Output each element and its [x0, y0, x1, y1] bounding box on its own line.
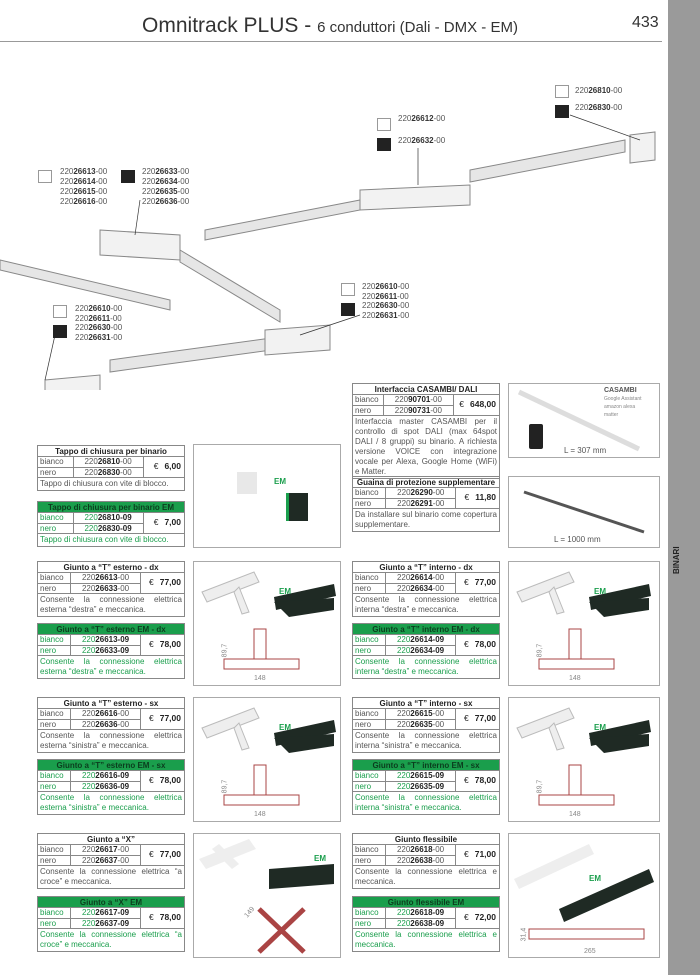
- table-row: [38, 513, 184, 523]
- code-table: [353, 573, 499, 594]
- currency: €: [463, 639, 469, 650]
- white-swatch: [341, 283, 355, 296]
- color-cell: nero: [38, 583, 71, 593]
- code-cell: 22026618-00: [386, 845, 456, 855]
- price-cell: € 78,00: [456, 635, 499, 655]
- product-title: Guaina di protezione supplementare: [353, 477, 499, 488]
- price-cell: € 78,00: [456, 771, 499, 791]
- table-row: [353, 908, 499, 918]
- code-label: 22026611-00: [362, 292, 409, 301]
- header-divider: [0, 41, 662, 42]
- product-card: [352, 896, 500, 952]
- matter-logo: matter: [604, 412, 619, 418]
- casambi-image: [508, 383, 660, 458]
- price-cell: € 72,00: [456, 908, 499, 928]
- title-sub: 6 conduttori (Dali - DMX - EM): [317, 19, 518, 36]
- code-label: 22026613-00: [60, 167, 108, 176]
- table-row: [38, 573, 184, 583]
- dimension-width: 265: [584, 948, 596, 955]
- code-label: 22026630-00: [362, 301, 410, 310]
- color-cell: bianco: [353, 573, 386, 583]
- code-table: [38, 573, 184, 594]
- color-cell: bianco: [38, 771, 71, 781]
- code-label: 22026633-00: [142, 167, 190, 176]
- product-image: [193, 697, 341, 822]
- black-swatch: [121, 170, 135, 183]
- currency: €: [148, 912, 154, 923]
- code-table: [38, 845, 184, 866]
- code-table: [38, 457, 184, 478]
- currency: €: [464, 492, 470, 503]
- code-label: 22026632-00: [398, 136, 446, 145]
- em-label: EM: [279, 587, 291, 596]
- product-card: [352, 561, 500, 617]
- em-label: EM: [594, 723, 606, 732]
- product-description: Consente la connessione elettrica esterna “destra” e meccanica.: [40, 656, 182, 676]
- currency: €: [153, 517, 159, 528]
- product-description: Consente la connessione elettrica interna “destra” e meccanica.: [355, 656, 497, 676]
- code-cell: 22026633-00: [71, 583, 141, 593]
- code-table: [38, 709, 184, 730]
- price-cell: € 77,00: [456, 709, 499, 729]
- color-cell: nero: [38, 523, 73, 533]
- table-row: [353, 771, 499, 781]
- rail-image: [508, 476, 660, 548]
- code-cell: 22026618-09: [386, 908, 456, 918]
- product-description: Tappo di chiusura con vite di blocco.: [40, 534, 169, 544]
- connector: [360, 185, 470, 210]
- code-table: [353, 395, 499, 416]
- section-label: BINARI: [672, 546, 681, 574]
- product-description: Interfaccia master CASAMBI per il controllo di spot DALI (max 64spot DALI / 8 gruppi) su binario. A richiesta versione VOICE con integrazione vocale per Alexa, Google Home (WiFi) e Matter.: [355, 416, 497, 476]
- color-cell: nero: [353, 498, 386, 508]
- product-description: Da installare sul binario come copertura supplementare.: [355, 509, 497, 529]
- table-row: [38, 709, 184, 719]
- product-card: [352, 383, 500, 479]
- color-cell: nero: [353, 918, 386, 928]
- code-table: [38, 908, 184, 929]
- end-cap-image: [193, 444, 341, 548]
- dimension-width: 148: [569, 675, 581, 682]
- product-title: Giunto a “T” interno - sx: [353, 698, 499, 709]
- black-swatch: [53, 325, 67, 338]
- product-card: [352, 759, 500, 815]
- rail-segment: [180, 250, 280, 322]
- title-main: Omnitrack PLUS -: [142, 14, 312, 37]
- currency: €: [148, 639, 154, 650]
- product-card: [37, 445, 185, 491]
- code-table: [38, 635, 184, 656]
- table-row: [38, 457, 184, 467]
- black-code-list: [362, 301, 409, 321]
- em-label: EM: [314, 854, 326, 863]
- color-cell: nero: [353, 583, 386, 593]
- table-row: [353, 573, 499, 583]
- product-card: [37, 501, 185, 547]
- em-label: EM: [274, 477, 286, 486]
- code-cell: 22090731-00: [383, 405, 453, 415]
- casambi-logo: CASAMBI: [604, 387, 637, 394]
- connector: [45, 375, 100, 390]
- dimension-height: 89,7: [221, 643, 229, 658]
- code-cell: 22026613-09: [71, 635, 141, 645]
- table-row: [353, 845, 499, 855]
- product-card: [37, 759, 185, 815]
- black-code-list: [575, 103, 622, 113]
- white-code-list: [362, 282, 409, 302]
- price-cell: € 78,00: [141, 908, 184, 928]
- code-label: 22026616-00: [60, 197, 108, 206]
- color-cell: nero: [353, 855, 386, 865]
- color-cell: nero: [353, 405, 383, 415]
- currency: €: [459, 399, 464, 410]
- em-label: EM: [594, 587, 606, 596]
- code-label: 22026630-00: [75, 323, 123, 332]
- product-description: Consente la connessione elettrica interna “sinistra” e meccanica.: [355, 730, 497, 750]
- color-cell: nero: [353, 645, 386, 655]
- product-title: Interfaccia CASAMBI/ DALI: [353, 384, 499, 395]
- table-row: [38, 635, 184, 645]
- color-cell: bianco: [38, 635, 71, 645]
- product-title: Tappo di chiusura per binario EM: [38, 502, 184, 513]
- code-cell: 22026636-09: [71, 781, 141, 791]
- product-card: [37, 896, 185, 952]
- code-table: [38, 771, 184, 792]
- code-cell: 22026616-00: [71, 709, 141, 719]
- white-code-list: [60, 167, 107, 207]
- table-row: [353, 635, 499, 645]
- price-cell: € 77,00: [141, 845, 184, 865]
- product-title: Tappo di chiusura per binario: [38, 446, 184, 457]
- code-cell: 22026638-00: [386, 855, 456, 865]
- code-label: 22026631-00: [362, 311, 410, 320]
- color-cell: nero: [38, 918, 71, 928]
- product-title: Giunto flessibile EM: [353, 897, 499, 908]
- dimension-width: 148: [254, 811, 266, 818]
- table-row: [38, 908, 184, 918]
- product-description: Consente la connessione elettrica esterna “sinistra” e meccanica.: [40, 730, 182, 750]
- price-cell: € 78,00: [141, 635, 184, 655]
- code-label: 22026610-00: [362, 282, 410, 291]
- color-cell: bianco: [353, 395, 383, 405]
- code-cell: 22026637-09: [71, 918, 141, 928]
- em-label: EM: [279, 723, 291, 732]
- page-number: 433: [632, 14, 659, 31]
- code-cell: 22026636-00: [71, 719, 141, 729]
- code-table: [353, 709, 499, 730]
- product-card: [37, 697, 185, 753]
- color-cell: bianco: [353, 908, 386, 918]
- code-label: 22026610-00: [75, 304, 123, 313]
- white-swatch: [38, 170, 52, 183]
- code-cell: 22026615-09: [386, 771, 456, 781]
- code-cell: 22026810-09: [73, 513, 143, 523]
- product-image: [508, 833, 660, 958]
- product-image: [508, 561, 660, 686]
- dimension-width: 148: [254, 675, 266, 682]
- color-cell: bianco: [38, 709, 71, 719]
- code-label: 22026631-00: [75, 333, 123, 342]
- code-label: 22026612-00: [398, 114, 446, 123]
- length-label: L = 307 mm: [564, 446, 607, 455]
- product-description: Consente la connessione elettrica esterna “destra” e meccanica.: [40, 594, 182, 614]
- color-cell: nero: [38, 781, 71, 791]
- black-code-list: [142, 167, 189, 207]
- table-row: [353, 395, 499, 405]
- code-table: [353, 845, 499, 866]
- price-cell: € 11,80: [456, 488, 499, 508]
- currency: €: [463, 849, 469, 860]
- table-row: [353, 709, 499, 719]
- code-cell: 22090701-00: [383, 395, 453, 405]
- currency: €: [463, 577, 469, 588]
- product-card: [37, 561, 185, 617]
- code-cell: 22026637-00: [71, 855, 141, 865]
- code-label: 22026810-00: [575, 86, 623, 95]
- page-title: [0, 14, 660, 38]
- code-cell: 22026616-09: [71, 771, 141, 781]
- color-cell: bianco: [353, 709, 386, 719]
- dimension-height: 89,7: [536, 779, 544, 794]
- code-cell: 22026290-00: [386, 488, 456, 498]
- em-label: EM: [589, 874, 601, 883]
- code-label: 22026635-00: [142, 187, 190, 196]
- product-description: Consente la connessione elettrica “a croce” e meccanica.: [40, 866, 182, 886]
- product-card: [352, 476, 500, 532]
- product-title: Giunto a “T” esterno - sx: [38, 698, 184, 709]
- color-cell: bianco: [353, 771, 386, 781]
- rail-segment: [470, 140, 625, 182]
- white-swatch: [555, 85, 569, 98]
- product-card: [352, 623, 500, 679]
- white-code-list: [575, 86, 622, 96]
- code-label: 22026611-00: [75, 314, 122, 323]
- color-cell: nero: [38, 719, 71, 729]
- currency: €: [148, 713, 154, 724]
- product-card: [352, 833, 500, 889]
- price-cell: € 648,00: [453, 395, 499, 415]
- color-cell: bianco: [353, 635, 386, 645]
- color-cell: nero: [38, 855, 71, 865]
- product-card: [352, 697, 500, 753]
- product-title: Giunto a “T” interno - dx: [353, 562, 499, 573]
- color-cell: bianco: [38, 845, 71, 855]
- code-cell: 22026633-09: [71, 645, 141, 655]
- color-cell: bianco: [38, 457, 73, 467]
- rail-segment: [0, 260, 170, 310]
- section-sidebar: [668, 0, 700, 975]
- color-cell: bianco: [38, 513, 73, 523]
- currency: €: [463, 713, 469, 724]
- color-cell: nero: [38, 467, 73, 477]
- black-code-list: [398, 136, 445, 146]
- product-description: Consente la connessione elettrica e meccanica.: [355, 866, 497, 886]
- black-swatch: [341, 303, 355, 316]
- product-image: [508, 697, 660, 822]
- dimension-height: 31,4: [520, 927, 528, 942]
- code-cell: 22026830-09: [73, 523, 143, 533]
- price-cell: € 77,00: [456, 573, 499, 593]
- code-cell: 22026613-00: [71, 573, 141, 583]
- color-cell: nero: [353, 719, 386, 729]
- price-cell: € 6,00: [143, 457, 184, 477]
- product-description: Consente la connessione elettrica interna “sinistra” e meccanica.: [355, 792, 497, 812]
- price-cell: € 71,00: [456, 845, 499, 865]
- code-cell: 22026638-09: [386, 918, 456, 928]
- product-title: Giunto flessibile: [353, 834, 499, 845]
- product-title: Giunto a “X”: [38, 834, 184, 845]
- dimension-height: 89,7: [221, 779, 229, 794]
- product-title: Giunto a “T” esterno - dx: [38, 562, 184, 573]
- code-table: [353, 635, 499, 656]
- price-cell: € 77,00: [141, 709, 184, 729]
- product-description: Consente la connessione elettrica “a croce” e meccanica.: [40, 929, 182, 949]
- dimension-width: 148: [569, 811, 581, 818]
- code-label: 22026615-00: [60, 187, 108, 196]
- white-code-list: [398, 114, 445, 124]
- black-swatch: [377, 138, 391, 151]
- code-cell: 22026635-09: [386, 781, 456, 791]
- currency: €: [148, 849, 154, 860]
- product-description: Consente la connessione elettrica interna “destra” e meccanica.: [355, 594, 497, 614]
- dimension-height: 89,7: [536, 643, 544, 658]
- connector: [265, 325, 330, 355]
- white-code-list: [75, 304, 122, 324]
- code-cell: 22026617-00: [71, 845, 141, 855]
- code-cell: 22026291-00: [386, 498, 456, 508]
- code-table: [353, 488, 499, 509]
- product-image: [193, 561, 341, 686]
- product-title: Giunto a “T” esterno EM - sx: [38, 760, 184, 771]
- currency: €: [148, 577, 154, 588]
- currency: €: [153, 461, 159, 472]
- product-title: Giunto a “T” interno EM - dx: [353, 624, 499, 635]
- rail-segment: [205, 200, 360, 240]
- product-title: Giunto a “X” EM: [38, 897, 184, 908]
- price-cell: € 78,00: [141, 771, 184, 791]
- color-cell: bianco: [353, 488, 386, 498]
- table-row: [353, 488, 499, 498]
- code-label: 22026830-00: [575, 103, 623, 112]
- color-cell: bianco: [353, 845, 386, 855]
- black-code-list: [75, 323, 122, 343]
- google-logo: Google Assistant: [604, 396, 642, 402]
- product-image: [193, 833, 341, 958]
- product-description: Tappo di chiusura con vite di blocco.: [40, 478, 169, 488]
- color-cell: bianco: [38, 908, 71, 918]
- black-swatch: [555, 105, 569, 118]
- dimension-size: 149: [243, 905, 257, 920]
- code-cell: 22026614-00: [386, 573, 456, 583]
- product-description: Consente la connessione elettrica e meccanica.: [355, 929, 497, 949]
- currency: €: [463, 775, 469, 786]
- white-end-cap: [237, 472, 257, 494]
- code-cell: 22026634-00: [386, 583, 456, 593]
- code-cell: 22026830-00: [73, 467, 143, 477]
- em-end-cap: [286, 493, 308, 521]
- price-cell: € 7,00: [143, 513, 184, 533]
- table-row: [38, 845, 184, 855]
- table-row: [38, 771, 184, 781]
- length-label: L = 1000 mm: [554, 535, 601, 544]
- white-swatch: [53, 305, 67, 318]
- product-title: Giunto a “T” esterno EM - dx: [38, 624, 184, 635]
- currency: €: [463, 912, 469, 923]
- product-description: Consente la connessione elettrica esterna “sinistra” e meccanica.: [40, 792, 182, 812]
- currency: €: [148, 775, 154, 786]
- white-swatch: [377, 118, 391, 131]
- code-cell: 22026634-09: [386, 645, 456, 655]
- code-cell: 22026810-00: [73, 457, 143, 467]
- code-table: [353, 908, 499, 929]
- color-cell: nero: [353, 781, 386, 791]
- product-title: Giunto a “T” interno EM - sx: [353, 760, 499, 771]
- color-cell: bianco: [38, 573, 71, 583]
- code-table: [353, 771, 499, 792]
- price-cell: € 77,00: [141, 573, 184, 593]
- code-table: [38, 513, 184, 534]
- product-card: [37, 623, 185, 679]
- code-cell: 22026615-00: [386, 709, 456, 719]
- product-card: [37, 833, 185, 889]
- code-label: 22026634-00: [142, 177, 190, 186]
- alexa-logo: amazon alexa: [604, 404, 636, 410]
- code-cell: 22026635-00: [386, 719, 456, 729]
- code-cell: 22026617-09: [71, 908, 141, 918]
- code-label: 22026614-00: [60, 177, 108, 186]
- connector: [100, 230, 180, 260]
- end-cap: [630, 132, 655, 163]
- code-label: 22026636-00: [142, 197, 190, 206]
- color-cell: nero: [38, 645, 71, 655]
- code-cell: 22026614-09: [386, 635, 456, 645]
